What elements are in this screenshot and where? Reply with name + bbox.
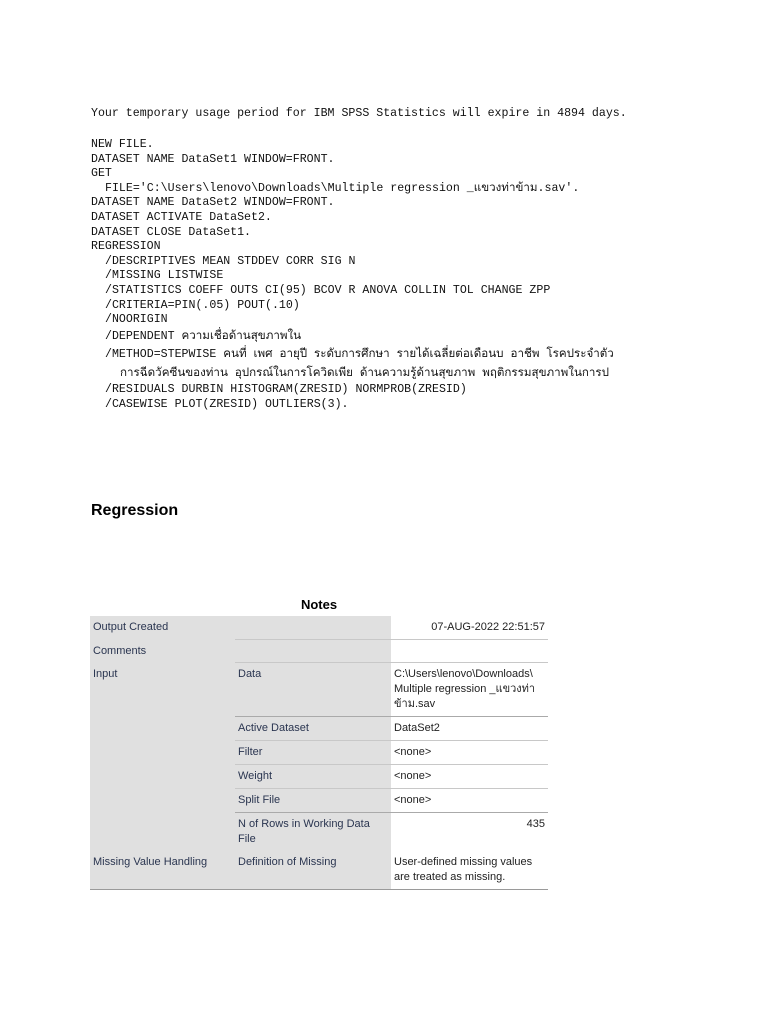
syntax-line: /RESIDUALS DURBIN HISTOGRAM(ZRESID) NORMPROB(ZRESID) [105, 383, 467, 397]
syntax-block [91, 138, 614, 412]
syntax-line: /CRITERIA=PIN(.05) POUT(.10) [105, 298, 300, 312]
split-file-label: Split File [235, 789, 391, 813]
missing-value-handling-label: Missing Value Handling [90, 851, 235, 890]
weight-label: Weight [235, 765, 391, 789]
syntax-line: NEW FILE. [91, 138, 154, 151]
filter-value: <none> [391, 741, 548, 765]
syntax-line: FILE='C:\Users\lenovo\Downloads\Multiple regression _แขวงท่าข้าม.sav'. [105, 181, 580, 195]
syntax-line: /DEPENDENT ความเชื่อด้านสุขภาพใน [105, 329, 302, 343]
table-row [90, 851, 548, 890]
n-rows-value: 435 [391, 813, 548, 852]
section-heading: Regression [91, 502, 179, 519]
syntax-line: /NOORIGIN [105, 313, 168, 327]
syntax-line: /MISSING LISTWISE [105, 269, 224, 283]
definition-of-missing-label: Definition of Missing [235, 851, 391, 890]
active-dataset-label: Active Dataset [235, 717, 391, 741]
split-file-value: <none> [391, 789, 548, 813]
syntax-line: REGRESSION [91, 240, 161, 254]
n-rows-label: N of Rows in Working Data File [235, 813, 391, 852]
data-value [391, 663, 548, 717]
empty-cell [235, 616, 391, 640]
expiry-message: Your temporary usage period for IBM SPSS Statistics will expire in 4894 days. [91, 107, 627, 120]
comments-label: Comments [90, 640, 235, 663]
syntax-line: /DESCRIPTIVES MEAN STDDEV CORR SIG N [105, 254, 356, 268]
table-row [90, 663, 548, 717]
notes-table [90, 616, 548, 890]
syntax-line: GET [91, 167, 112, 181]
empty-cell [235, 640, 391, 663]
syntax-line: /STATISTICS COEFF OUTS CI(95) BCOV R ANOVA COLLIN TOL CHANGE ZPP [105, 283, 551, 297]
data-value-line: C:\Users\lenovo\Downloads\ [394, 668, 533, 680]
syntax-line: /CASEWISE PLOT(ZRESID) OUTLIERS(3). [105, 397, 349, 411]
table-row [90, 616, 548, 640]
data-label: Data [235, 663, 391, 717]
data-value-line: ข้าม.sav [394, 698, 436, 710]
syntax-line: การฉีดวัคซีนของท่าน อุปกรณ์ในการโควิดเพีย ด้านความรู้ด้านสุขภาพ พฤติกรรมสุขภาพในการป [120, 366, 610, 380]
active-dataset-value: DataSet2 [391, 717, 548, 741]
notes-title: Notes [300, 597, 338, 612]
syntax-line: DATASET NAME DataSet2 WINDOW=FRONT. [91, 196, 335, 210]
table-row [90, 640, 548, 663]
syntax-line: /METHOD=STEPWISE คนที่ เพศ อายุปี ระดับการศึกษา รายได้เฉลี่ยต่อเดือนบ อาชีพ โรคประจำตัว [105, 348, 614, 362]
filter-label: Filter [235, 741, 391, 765]
syntax-line: DATASET ACTIVATE DataSet2. [91, 210, 272, 224]
output-created-value: 07-AUG-2022 22:51:57 [391, 616, 548, 640]
output-created-label: Output Created [90, 616, 235, 640]
definition-of-missing-value: User-defined missing values are treated as missing. [391, 851, 548, 890]
data-value-line: Multiple regression _แขวงท่า [394, 683, 536, 695]
weight-value: <none> [391, 765, 548, 789]
comments-value [391, 640, 548, 663]
syntax-line: DATASET CLOSE DataSet1. [91, 225, 252, 239]
input-label: Input [90, 663, 235, 852]
syntax-line: DATASET NAME DataSet1 WINDOW=FRONT. [91, 152, 335, 166]
